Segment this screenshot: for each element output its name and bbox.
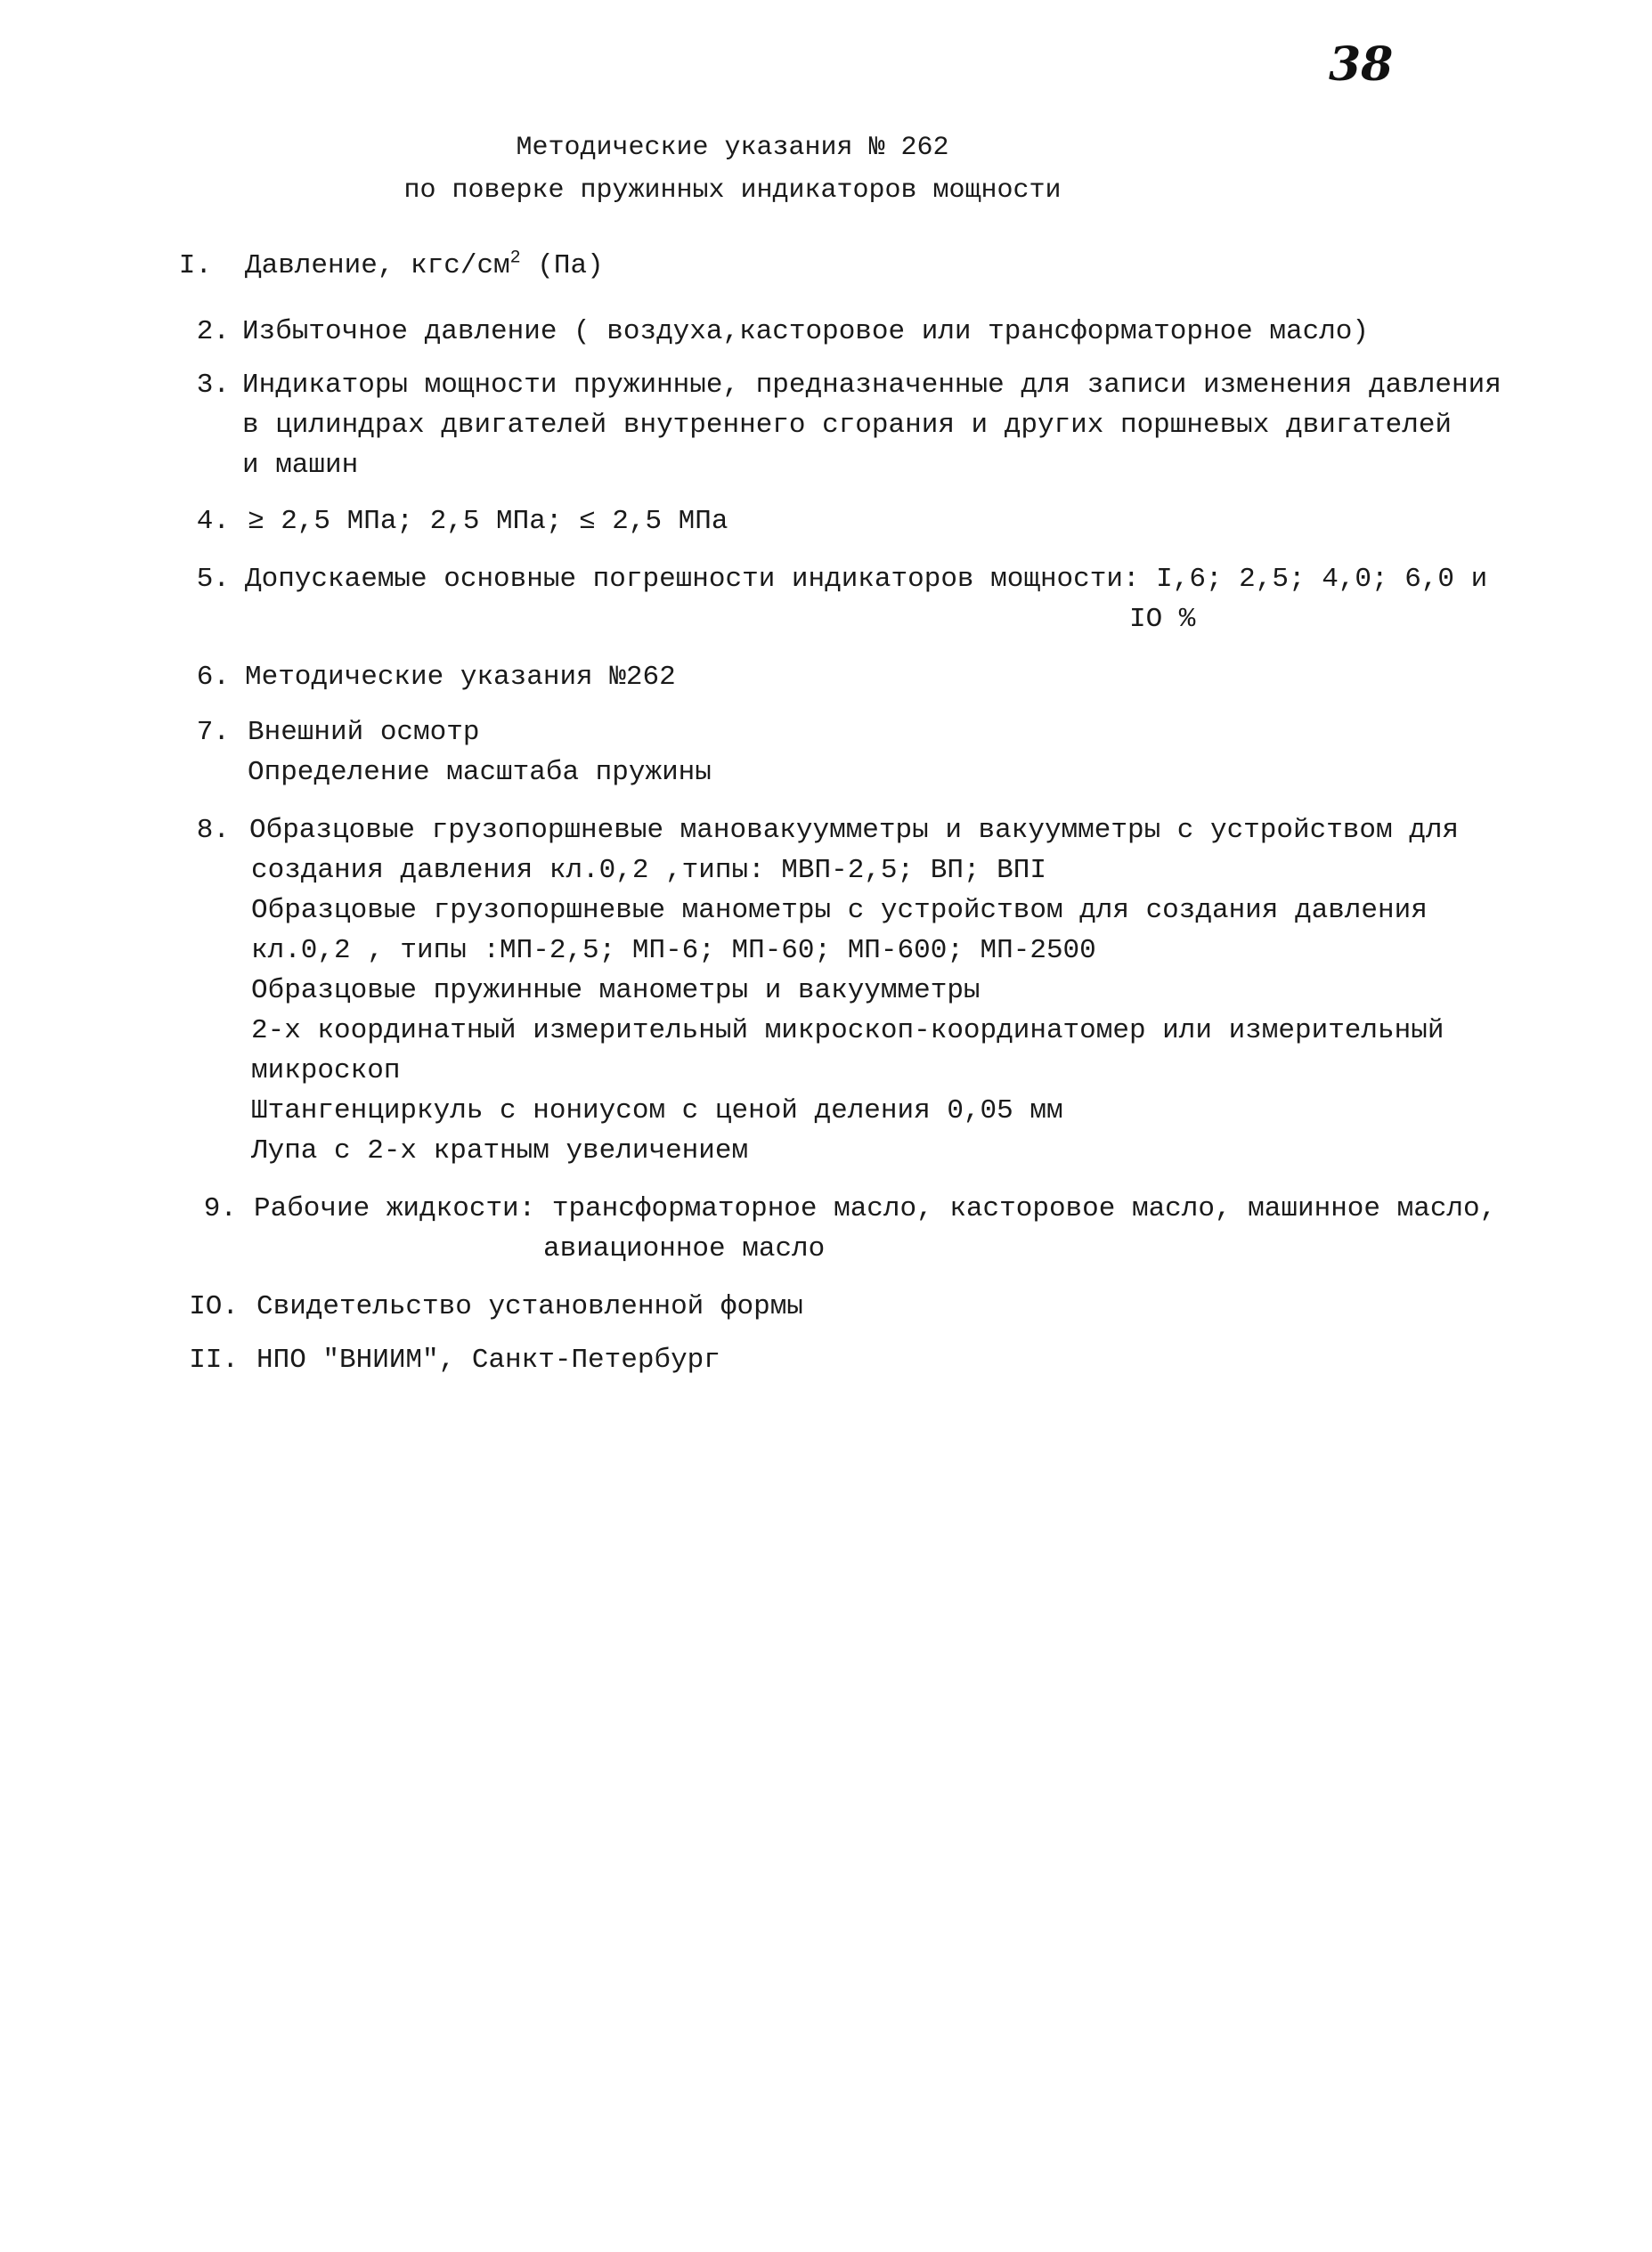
item-text-line: кл.0,2 , типы :МП-2,5; МП-6; МП-60; МП-600; МП-2500 [251,935,1096,966]
item-number: 9. [203,1193,237,1224]
item-text-line: Допускаемые основные погрешности индикаторов мощности: I,6; 2,5; 4,0; 6,0 и [245,564,1488,595]
item-text-line: Образцовые пружинные манометры и вакуумметры [251,975,981,1006]
item-number: 3. [196,370,230,401]
item-text: Избыточное давление ( воздуха,касторовое или трансформаторное масло) [242,316,1370,347]
item-text-line: Рабочие жидкости: трансформаторное масло, касторовое масло, машинное масло, [254,1193,1497,1224]
document-title-line-1: Методические указания № 262 [516,133,949,163]
item-number: 4. [196,506,230,537]
item-number: IO. [189,1291,239,1322]
item-number: I. [178,250,212,281]
item-text-line: 2-х координатный измерительный микроскоп-координатомер или измерительный [251,1015,1444,1046]
item-text-line: Лупа с 2-х кратным увеличением [251,1135,749,1167]
item-text-line: создания давления кл.0,2 ,типы: МВП-2,5; ВП; ВПI [251,855,1046,886]
item-number: 5. [196,564,230,595]
item-text-line: Внешний осмотр [248,717,480,748]
superscript: 2 [509,248,521,269]
item-text-line: Штангенциркуль с нониусом с ценой деления 0,05 мм [251,1095,1063,1126]
item-text: Давление, кгс/$см^2$ (Па) [245,248,604,281]
item-text-line: IO % [1129,604,1196,635]
item-text-line: авиационное масло [543,1233,826,1264]
item-number: 7. [196,717,230,748]
document-title-line-2: по поверке пружинных индикаторов мощности [403,175,1062,206]
item-text: ≥ 2,5 МПа; 2,5 МПа; ≤ 2,5 МПа [248,506,728,537]
item-number: 6. [196,662,230,693]
item-number: II. [189,1345,239,1376]
page-number: 38 [1329,37,1394,92]
item-text-line: Индикаторы мощности пружинные, предназначенные для записи изменения давления [242,370,1501,401]
item-text-line: Определение масштаба пружины [248,757,712,788]
item-number: 8. [196,815,230,846]
item-number: 2. [196,316,230,347]
item-text: НПО "ВНИИМ", Санкт-Петербург [256,1345,720,1376]
item-text-line: в цилиндрах двигателей внутреннего сгорания и других поршневых двигателей [242,410,1453,441]
item-text-line: микроскоп [251,1055,401,1086]
item-text-line: и машин [242,450,359,481]
item-text: Свидетельство установленной формы [256,1291,803,1322]
item-text-line: Образцовые грузопоршневые манометры с устройством для создания давления [251,895,1428,926]
item-text: Методические указания №262 [245,662,676,693]
item-text-line: Образцовые грузопоршневые мановакуумметры и вакуумметры с устройством для [249,815,1460,846]
